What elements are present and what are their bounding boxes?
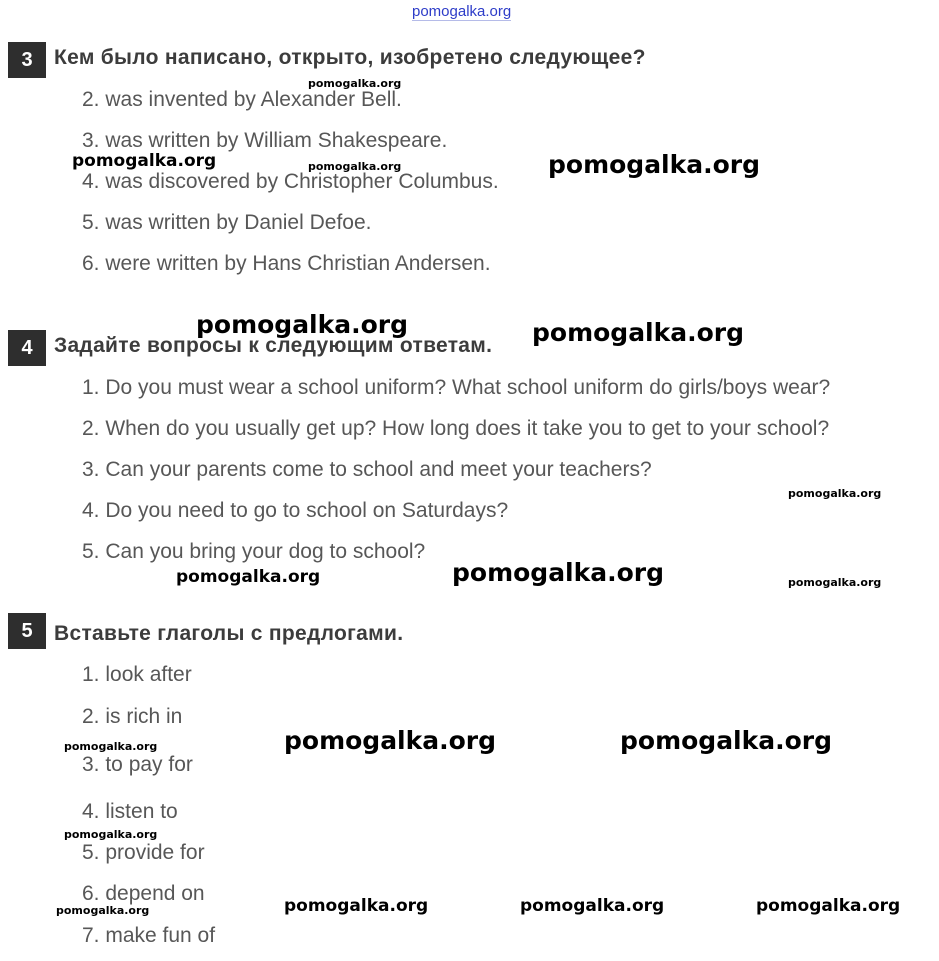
watermark: pomogalka.org (176, 567, 321, 587)
section-5-badge: 5 (8, 613, 46, 649)
section-5-item-1: 1. look after (82, 663, 192, 686)
section-4-item-4: 4. Do you need to go to school on Saturdays? (82, 499, 509, 522)
section-5-item-4: 4. listen to (82, 800, 178, 823)
section-4-heading: Задайте вопросы к следующим ответам. (54, 334, 493, 357)
section-3-item-3: 4. was discovered by Christopher Columbus. (82, 170, 499, 193)
watermark: pomogalka.org (308, 160, 402, 173)
section-5-item-2: 2. is rich in (82, 705, 183, 728)
site-link[interactable]: pomogalka.org (412, 3, 512, 20)
watermark: pomogalka.org (520, 896, 665, 916)
section-4-item-1: 1. Do you must wear a school uniform? What school uniform do girls/boys wear? (82, 376, 831, 399)
section-5-item-7: 7. make fun of (82, 924, 216, 947)
section-4-item-2: 2. When do you usually get up? How long does it take you to get to your school? (82, 417, 830, 440)
section-3-badge: 3 (8, 42, 46, 78)
section-3-item-1: 2. was invented by Alexander Bell. (82, 88, 402, 111)
section-3-item-5: 6. were written by Hans Christian Andersen. (82, 252, 491, 275)
watermark: pomogalka.org (284, 726, 497, 755)
watermark: pomogalka.org (284, 896, 429, 916)
section-5-item-5: 5. provide for (82, 841, 205, 864)
section-3-item-2: 3. was written by William Shakespeare. (82, 129, 448, 152)
watermark: pomogalka.org (452, 558, 665, 587)
section-3-item-4: 5. was written by Daniel Defoe. (82, 211, 372, 234)
watermark: pomogalka.org (620, 726, 833, 755)
watermark: pomogalka.org (56, 904, 150, 917)
section-5-item-3: 3. to pay for (82, 753, 193, 776)
section-4-item-3: 3. Can your parents come to school and meet your teachers? (82, 458, 652, 481)
watermark: pomogalka.org (196, 310, 409, 339)
watermark: pomogalka.org (756, 896, 901, 916)
watermark: pomogalka.org (64, 828, 158, 841)
watermark: pomogalka.org (788, 487, 882, 500)
section-4-badge: 4 (8, 330, 46, 366)
section-5-heading: Вставьте глаголы с предлогами. (54, 622, 404, 645)
watermark: pomogalka.org (548, 150, 761, 179)
watermark: pomogalka.org (308, 77, 402, 90)
section-5-item-6: 6. depend on (82, 882, 205, 905)
watermark: pomogalka.org (788, 576, 882, 589)
watermark: pomogalka.org (532, 318, 745, 347)
section-3-heading: Кем было написано, открыто, изобретено следующее? (54, 46, 646, 69)
watermark: pomogalka.org (64, 740, 158, 753)
section-4-item-5: 5. Can you bring your dog to school? (82, 540, 426, 563)
watermark: pomogalka.org (72, 151, 217, 171)
